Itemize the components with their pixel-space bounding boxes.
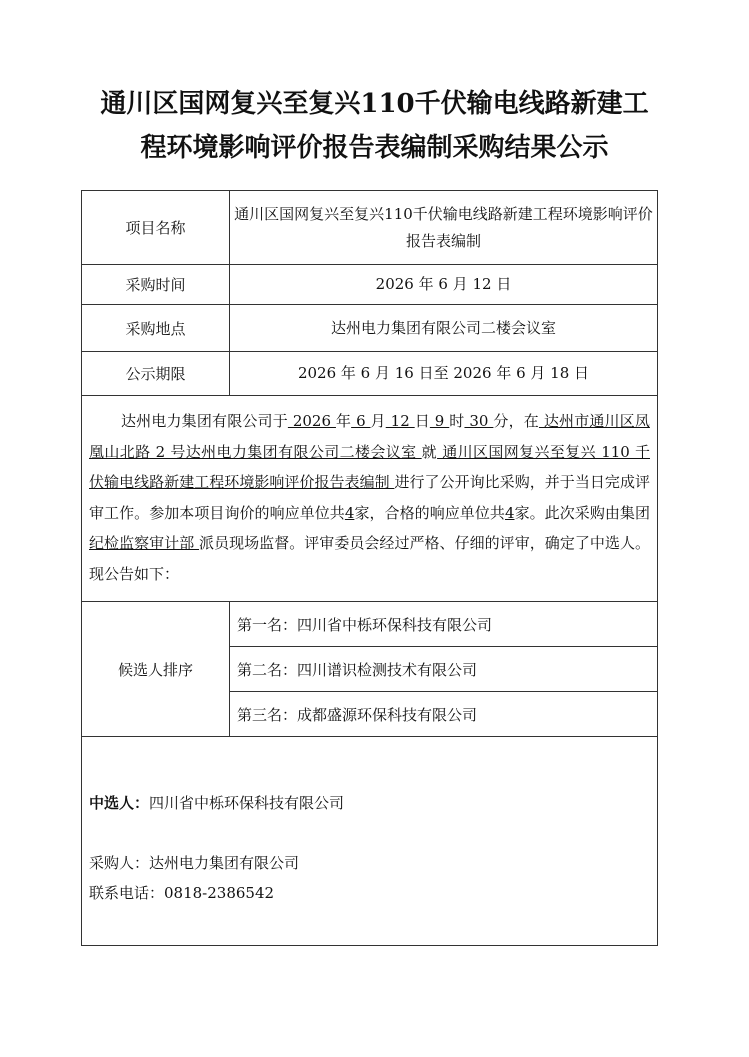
row-purchase-place — [82, 305, 658, 352]
project-name-label: 项目名称 — [82, 191, 230, 265]
title-line-2: 程环境影响评价报告表编制采购结果公示 — [140, 133, 609, 163]
buyer-line: 采购人：达州电力集团有限公司 — [89, 854, 300, 872]
rank-item-1: 第一名：四川省中栎环保科技有限公司 — [230, 602, 658, 647]
row-project-name — [82, 191, 658, 265]
purchase-time-label: 采购时间 — [82, 265, 230, 305]
document-title — [60, 82, 689, 170]
winner-line: 中选人：四川省中栎环保科技有限公司 — [89, 794, 345, 812]
announcement-paragraph: 达州电力集团有限公司于 2026 年 6 月 12 日 9 时 30 分，在 达州市通川区凤凰山北路 2 号达州电力集团有限公司二楼会议室 就 通川区国网复兴至复兴 110 千伏输电线路新建工程环境影响评价报告表编制 进行了公开询比采购，并于当日完成评审工作。参加本项目询价的响应单位共4家，合格的响应单位共4家。此次采购由集团 纪检监察审计部 派员现场监督。评审委员会经过严格、仔细的评审，确定了中选人。现公告如下： — [82, 396, 658, 602]
project-title-inline: 通川区国网复兴至复兴 110 千伏输电线路新建工程环境影响评价报告表编制 — [89, 442, 650, 491]
row-rank-1 — [82, 602, 658, 647]
project-name-value: 通川区国网复兴至复兴110千伏输电线路新建工程环境影响评价报告表编制 — [230, 191, 658, 265]
phone-line: 联系电话：0818-2386542 — [89, 884, 275, 902]
purchase-location: 达州市通川区凤凰山北路 2 号达州电力集团有限公司二楼会议室 — [89, 412, 650, 461]
row-result — [82, 737, 658, 946]
supervising-department: 纪检监察审计部 — [89, 534, 200, 552]
rank-item-3: 第三名：成都盛源环保科技有限公司 — [230, 692, 658, 737]
purchase-place-value: 达州电力集团有限公司二楼会议室 — [230, 305, 658, 352]
ranking-label: 候选人排序 — [82, 602, 230, 737]
purchase-time-value: 2026 年 6 月 12 日 — [230, 265, 658, 305]
row-notice-period — [82, 352, 658, 396]
notice-period-label: 公示期限 — [82, 352, 230, 396]
notice-period-value: 2026 年 6 月 16 日至 2026 年 6 月 18 日 — [230, 352, 658, 396]
title-line-1: 通川区国网复兴至复兴110千伏输电线路新建工 — [100, 89, 649, 119]
notice-table — [81, 190, 658, 946]
row-paragraph — [82, 396, 658, 602]
rank-item-2: 第二名：四川谱识检测技术有限公司 — [230, 647, 658, 692]
row-purchase-time — [82, 265, 658, 305]
purchase-place-label: 采购地点 — [82, 305, 230, 352]
result-section — [82, 737, 658, 946]
